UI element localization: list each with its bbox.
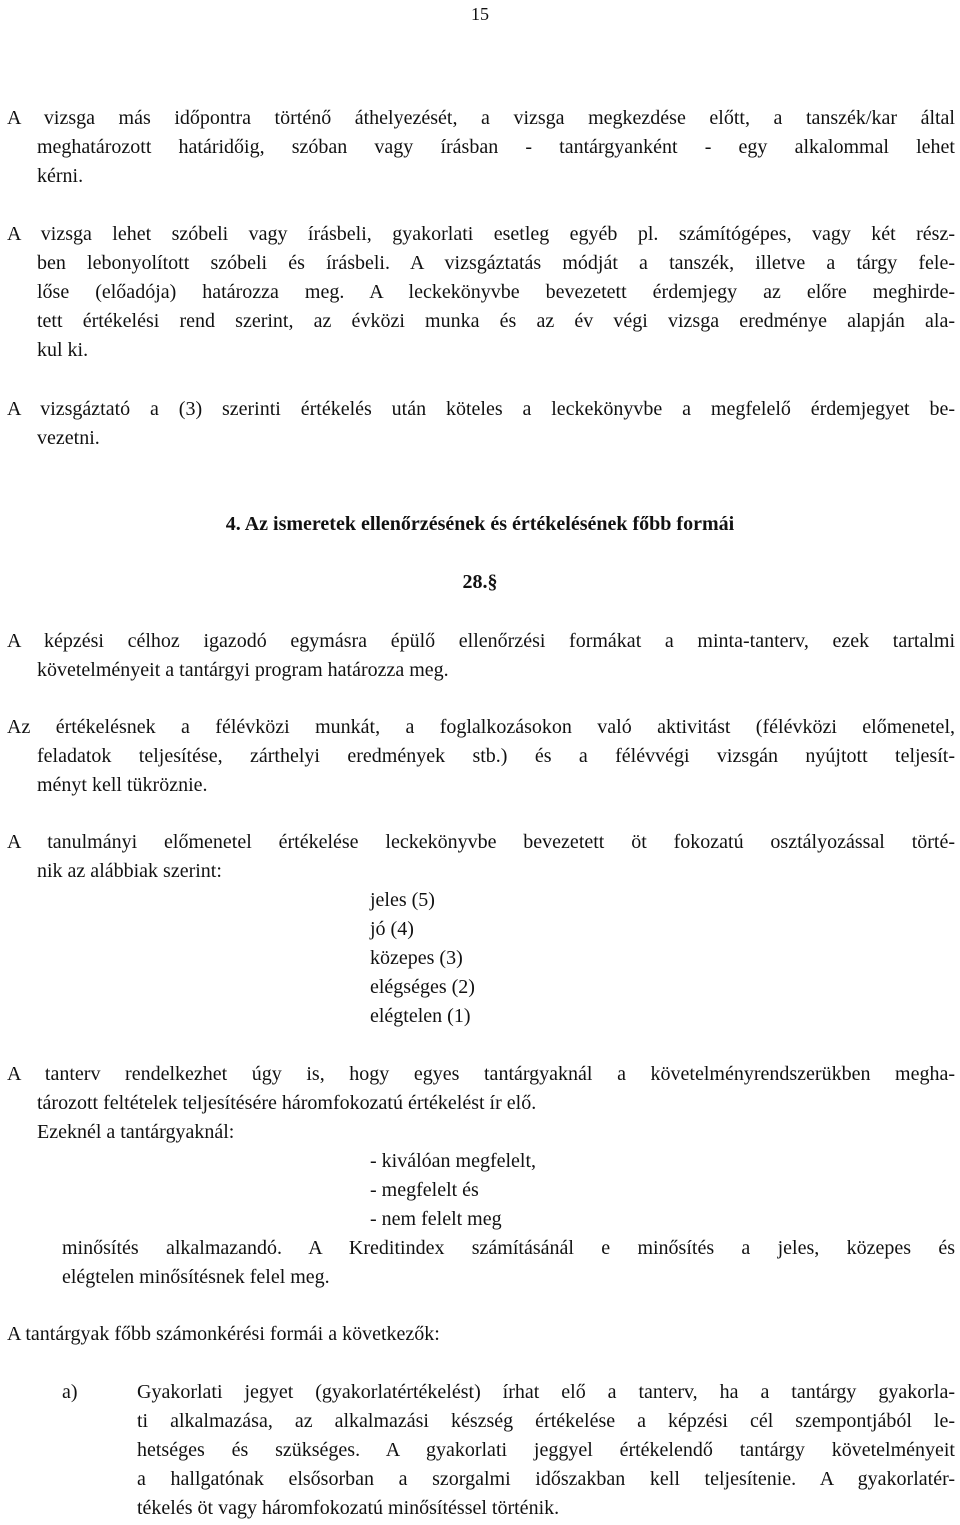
text-line: vezetni. — [37, 427, 100, 449]
level-item: - megfelelt és — [370, 1179, 479, 1201]
text-line: tett értékelési rend szerint, az évközi munka és az év végi vizsga eredménye alapján ala- — [37, 310, 955, 332]
text-line: feladatok teljesítése, zárthelyi eredmények stb.) és a félévvégi vizsgán nyújtott teljesít- — [37, 745, 955, 767]
text-line: A vizsgáztató a (3) szerinti értékelés után köteles a leckekönyvbe a megfelelő érdemjegyet be- — [7, 398, 955, 420]
text-line: kérni. — [37, 165, 84, 187]
section-number: 28.§ — [462, 571, 498, 593]
three-level-list — [370, 1147, 536, 1234]
paragraph-grading-scale — [7, 828, 955, 886]
paragraph-examiner-duty — [7, 395, 955, 453]
text-line: A képzési célhoz igazodó egymásra épülő ellenőrzési formákat a minta-tanterv, ezek tartalmi — [7, 630, 955, 652]
grade-item: jó (4) — [370, 918, 414, 940]
text-line: kul ki. — [37, 339, 89, 361]
section-heading: 4. Az ismeretek ellenőrzésének és értékelésének főbb formái — [225, 513, 735, 535]
text-line: tározott feltételek teljesítésére háromfokozatú értékelést ír elő. — [37, 1092, 537, 1114]
paragraph-three-level-grading — [7, 1060, 955, 1147]
grade-list — [370, 886, 475, 1031]
text-line: ben lebonyolított szóbeli és írásbeli. A vizsgáztatás módját a tanszék, illetve a tárgy fele- — [37, 252, 955, 274]
text-line: A vizsga lehet szóbeli vagy írásbeli, gyakorlati esetleg egyéb pl. számítógépes, vagy két rész- — [7, 223, 955, 245]
text-line: minősítés alkalmazandó. A Kreditindex számításánál e minősítés a jeles, közepes és — [62, 1237, 955, 1259]
level-item: - kiválóan megfelelt, — [370, 1150, 537, 1172]
paragraph-assessment-forms — [7, 627, 955, 685]
page-number: 15 — [471, 4, 489, 24]
text-line: Ezeknél a tantárgyaknál: — [37, 1121, 235, 1143]
text-line: elégtelen minősítésnek felel meg. — [62, 1266, 330, 1288]
text-line: ti alkalmazása, az alkalmazási készség értékelése a képzési cél szempontjából le- — [137, 1410, 955, 1432]
level-item: - nem felelt meg — [370, 1208, 502, 1230]
text-line: a hallgatónak elsősorban a szorgalmi időszakban kell teljesítenie. A gyakorlatér- — [137, 1468, 955, 1490]
paragraph-exam-forms — [7, 220, 955, 365]
paragraph-credit-index — [62, 1234, 955, 1292]
grade-item: elégséges (2) — [370, 976, 475, 998]
text-line: A tanterv rendelkezhet úgy is, hogy egyes tantárgyaknál a követelményrendszerükben megha- — [7, 1063, 955, 1085]
text-line: nik az alábbiak szerint: — [37, 860, 222, 882]
list-item-label: a) — [62, 1381, 78, 1403]
text-line: A vizsga más időpontra történő áthelyezését, a vizsga megkezdése előtt, a tanszék/kar által — [7, 107, 955, 129]
grade-item: közepes (3) — [370, 947, 463, 969]
text-line: ményt kell tükröznie. — [37, 774, 208, 796]
text-line: lőse (előadója) határozza meg. A leckekönyvbe bevezetett érdemjegy az előre meghirde- — [37, 281, 955, 303]
paragraph-exam-rescheduling — [7, 104, 955, 191]
text-line: A tantárgyak főbb számonkérési formái a következők: — [7, 1323, 440, 1345]
grade-item: elégtelen (1) — [370, 1005, 471, 1027]
text-line: Az értékelésnek a félévközi munkát, a foglalkozásokon való aktivitást (félévközi előmenetel, — [7, 716, 955, 738]
paragraph-exam-types-intro — [7, 1320, 955, 1349]
text-line: Gyakorlati jegyet (gyakorlatértékelést) írhat elő a tanterv, ha a tantárgy gyakorla- — [137, 1381, 955, 1403]
text-line: meghatározott határidőig, szóban vagy írásban - tantárgyanként - egy alkalommal lehet — [37, 136, 955, 158]
text-line: tékelés öt vagy háromfokozatú minősítéssel történik. — [137, 1497, 560, 1519]
text-line: A tanulmányi előmenetel értékelése leckekönyvbe bevezetett öt fokozatú osztályozással törté- — [7, 831, 955, 853]
paragraph-evaluation — [7, 713, 955, 800]
grade-item: jeles (5) — [370, 889, 435, 911]
text-line: követelményeit a tantárgyi program határozza meg. — [37, 659, 449, 681]
list-item-practical-grade — [137, 1378, 955, 1523]
text-line: hetséges és szükséges. A gyakorlati jeggyel értékelendő tantárgy követelményeit — [137, 1439, 955, 1461]
